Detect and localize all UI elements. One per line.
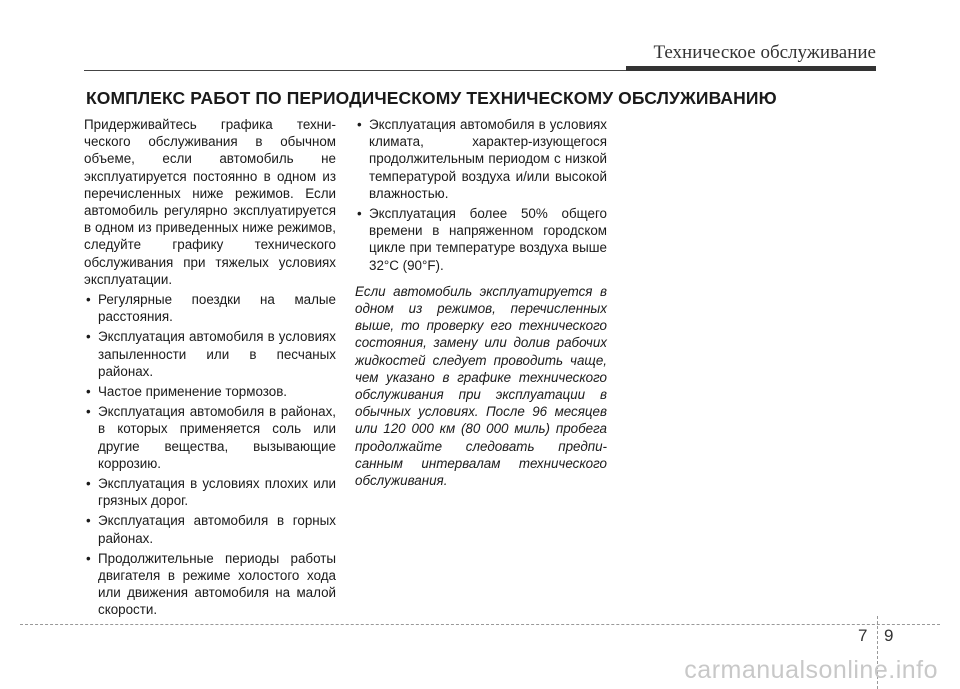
page-chapter-number: 7 [858,626,868,645]
right-bullet-list [355,116,607,274]
list-item: • Эксплуатация автомобиля в условиях запыленности или в песчаных районах. [86,329,336,379]
list-item-text: Продолжительные периоды работы двигателя в режиме холостого хода или движения автомобиля на малой скорости. [98,550,336,618]
list-item: • Частое применение тормозов. [86,384,288,400]
list-item: • Эксплуатация автомобиля в горных районах. [86,513,336,546]
left-column [84,116,336,622]
list-item-text: Эксплуатация автомобиля в условиях климата, характер-изующегося продолжительным периодом с низкой температурой воздуха и/или высокой влажностью. [369,117,607,201]
footer-rule [20,624,940,625]
page-number: 9 [884,626,894,645]
intro-paragraph: Придерживайтесь графика техни-ческого обслуживания в обычном объеме, если автомобиль не эксплуатируется постоянно в одном из перечисленных ниже режимов. Если автомобиль регулярно эксплуатируется в одном из приведенных ниже режимов, следуйте графику технического обслуживания при тяжелых условиях эксплуатации. [84,117,336,287]
list-item-text: Эксплуатация в условиях плохих или грязных дорог. [98,476,336,509]
list-item-text: Эксплуатация более 50% общего времени в напряженном городском цикле при температуре воздуха выше 32°C (90°F). [369,206,607,273]
chapter-title: Техническое обслуживание [653,42,876,63]
watermark: carmanualsonline.info [684,656,938,684]
list-item-text: Регулярные поездки на малые расстояния. [98,292,336,325]
right-column [355,116,607,492]
header-rule-accent [626,66,876,71]
list-item-text: Частое применение тормозов. [98,384,288,400]
list-item-text: Эксплуатация автомобиля в условиях запыленности или в песчаных районах. [98,329,336,379]
list-item-text: Эксплуатация автомобиля в районах, в которых применяется соль или другие вещества, вызывающие коррозию. [98,404,336,471]
list-item: • Продолжительные периоды работы двигателя в режиме холостого хода или движения автомобиля на малой скорости. [86,550,336,618]
left-bullet-list [84,291,336,619]
list-item-text: Эксплуатация автомобиля в горных районах. [98,513,336,546]
maintenance-note: Если автомобиль эксплуатируется в одном из режимов, перечисленных выше, то проверку его технического состояния, замену или долив рабочих жидкостей следует проводить чаще, чем указано в графике технического обслуживания при эксплуатации в обычных условиях. После 96 месяцев или 120 000 км (80 000 миль) пробега продолжайте следовать предпи-санным интервалам технического обслуживания. [355,283,607,489]
list-item: • Эксплуатация автомобиля в районах, в которых применяется соль или другие вещества, вызывающие коррозию. [86,404,336,471]
list-item: • Эксплуатация автомобиля в условиях климата, характер-изующегося продолжительным периодом с низкой температурой воздуха и/или высокой влажностью. [357,117,607,201]
section-heading: КОМПЛЕКС РАБОТ ПО ПЕРИОДИЧЕСКОМУ ТЕХНИЧЕСКОМУ ОБСЛУЖИВАНИЮ [86,88,777,108]
list-item: • Регулярные поездки на малые расстояния. [86,292,336,325]
list-item: • Эксплуатация в условиях плохих или грязных дорог. [86,476,336,509]
list-item: • Эксплуатация более 50% общего времени в напряженном городском цикле при температуре воздуха выше 32°C (90°F). [357,206,607,273]
